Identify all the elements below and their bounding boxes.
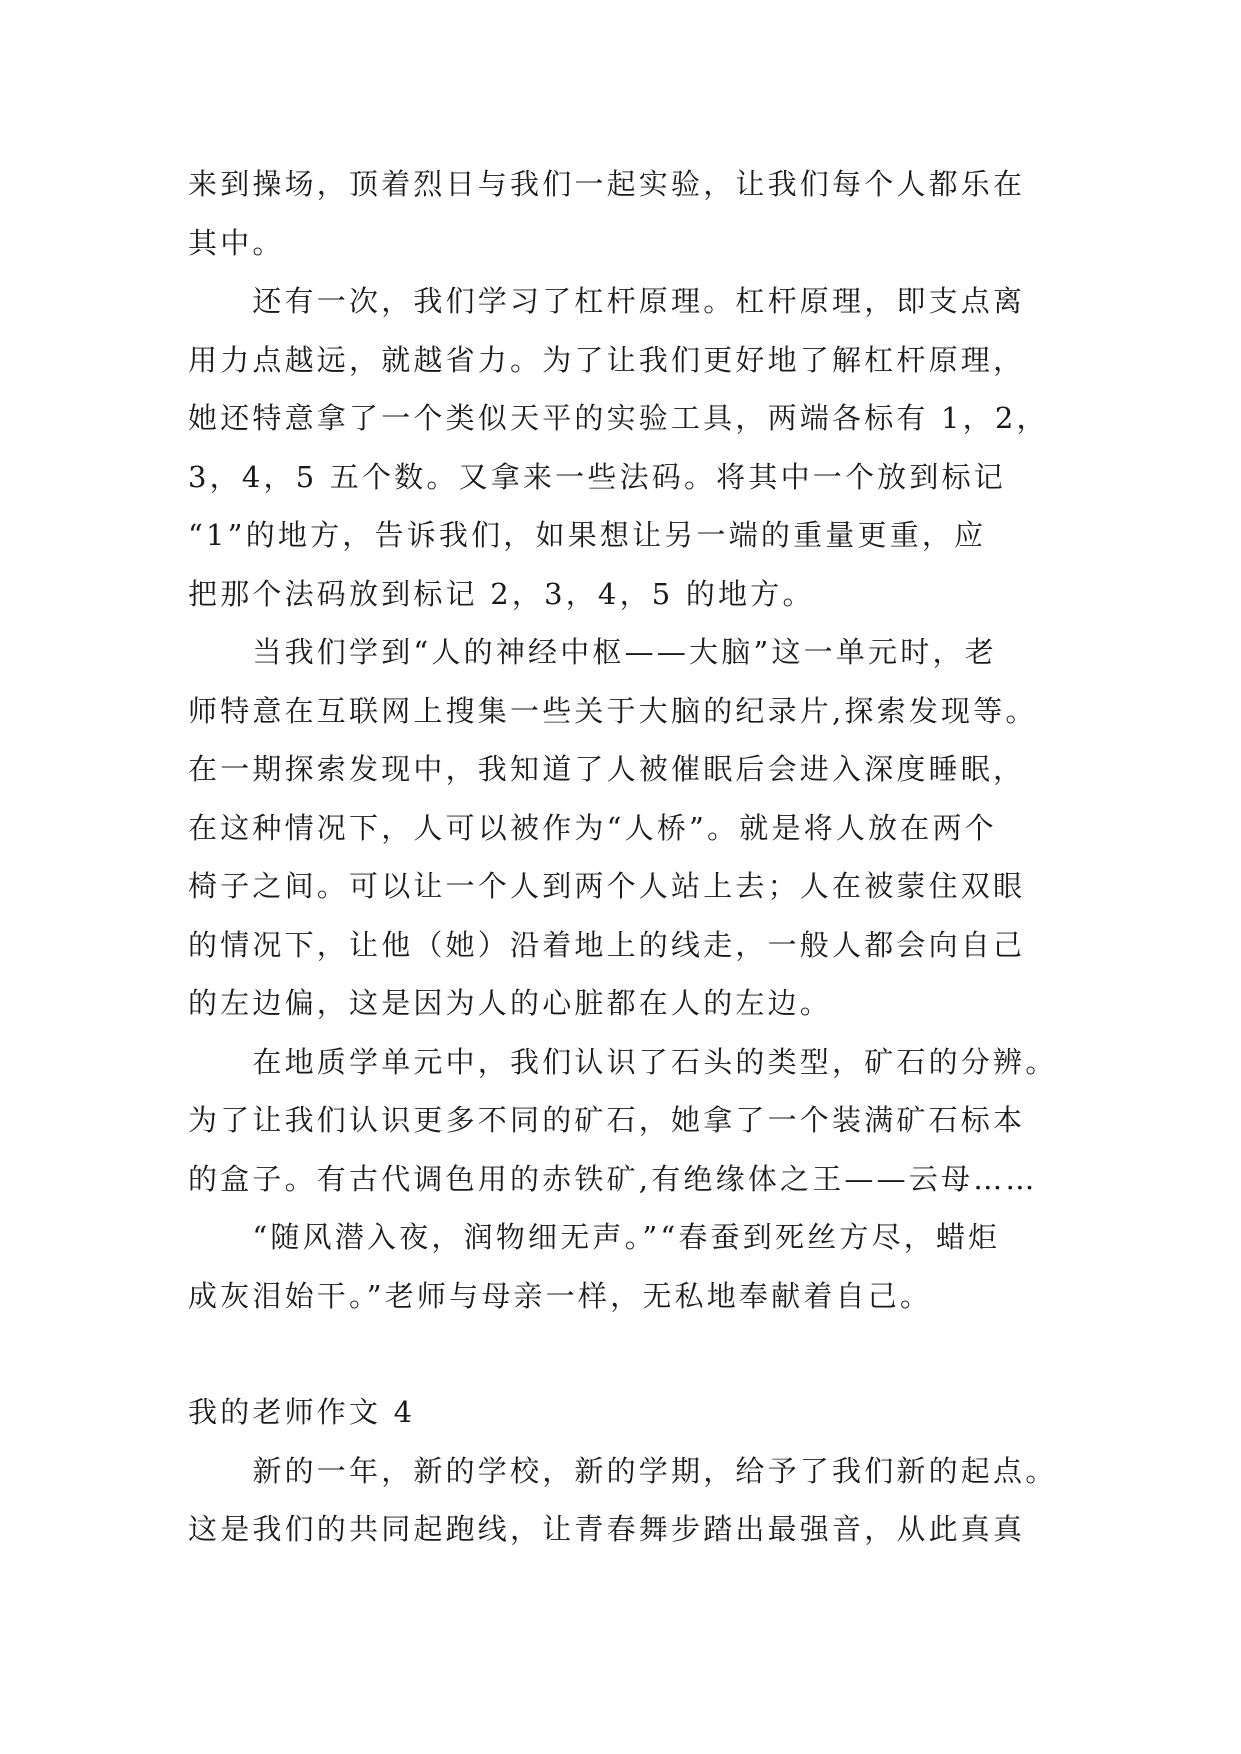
text-line: 当我们学到“人的神经中枢——大脑”这一单元时，老 xyxy=(188,635,997,669)
text-line: 为了让我们认识更多不同的矿石，她拿了一个装满矿石标本 xyxy=(188,1103,1026,1137)
paragraph-poem-quote xyxy=(188,1208,1068,1325)
text-line: 把那个法码放到标记 2，3，4，5 的地方。 xyxy=(188,576,815,611)
text-line: 师特意在互联网上搜集一些关于大脑的纪录片,探索发现等。 xyxy=(188,693,1038,728)
text-line: 来到操场，顶着烈日与我们一起实验，让我们每个人都乐在 xyxy=(188,167,1026,201)
text-line: 的情况下，让他（她）沿着地上的线走，一般人都会向自己 xyxy=(188,927,1026,962)
text-line: 的左边偏，这是因为人的心脏都在人的左边。 xyxy=(188,986,833,1020)
text-line: 在这种情况下，人可以被作为“人桥”。就是将人放在两个 xyxy=(188,810,997,845)
text-line: 椅子之间。可以让一个人到两个人站上去；人在被蒙住双眼 xyxy=(188,869,1026,903)
text-line: 其中。 xyxy=(188,225,285,260)
text-line: 的盒子。有古代调色用的赤铁矿,有绝缘体之王——云母…… xyxy=(188,1161,1038,1196)
document-page xyxy=(188,155,1068,1559)
text-line: 成灰泪始干。”老师与母亲一样，无私地奉献着自己。 xyxy=(188,1278,933,1313)
text-line: 这是我们的共同起跑线，让青春舞步踏出最强音，从此真真 xyxy=(188,1512,1026,1546)
text-line: 3，4，5 五个数。又拿来一些法码。将其中一个放到标记 xyxy=(188,459,1006,494)
paragraph-new-term xyxy=(188,1442,1068,1559)
text-line: 新的一年，新的学校，新的学期，给予了我们新的起点。 xyxy=(188,1453,1058,1488)
text-line: 用力点越远，就越省力。为了让我们更好地了解杠杆原理， xyxy=(188,342,1026,377)
text-line: 在一期探索发现中，我知道了人被催眠后会进入深度睡眠， xyxy=(188,752,1026,786)
section-spacer xyxy=(188,1325,1068,1383)
paragraph-geology-unit xyxy=(188,1033,1068,1209)
heading-text: 我的老师作文 4 xyxy=(188,1395,416,1429)
paragraph-lever-principle xyxy=(188,272,1068,623)
paragraph-experiment-ending xyxy=(188,155,1068,272)
section-heading xyxy=(188,1383,1068,1442)
text-line: 她还特意拿了一个类似天平的实验工具，两端各标有 1，2， xyxy=(188,401,1049,435)
text-line: 还有一次，我们学习了杠杆原理。杠杆原理，即支点离 xyxy=(188,284,1026,318)
text-line: 在地质学单元中，我们认识了石头的类型，矿石的分辨。 xyxy=(188,1044,1058,1079)
text-line: “随风潜入夜，润物细无声。”“春蚕到死丝方尽，蜡炬 xyxy=(188,1220,1001,1254)
paragraph-brain-unit xyxy=(188,623,1068,1033)
text-line: “1”的地方，告诉我们，如果想让另一端的重量更重，应 xyxy=(188,518,987,552)
